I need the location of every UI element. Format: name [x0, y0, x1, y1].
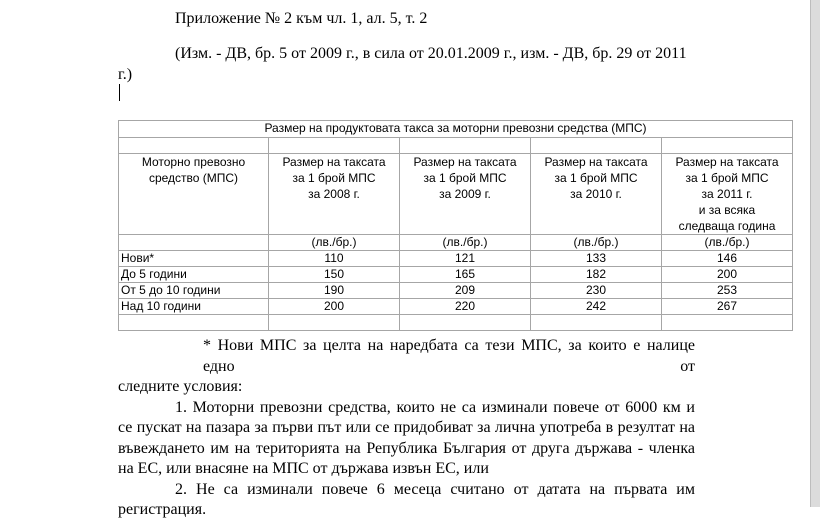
column-header-2011: Размер на таксата за 1 брой МПС за 2011 г. и за всяка следваща година	[662, 154, 793, 235]
table-cell: 253	[662, 283, 793, 299]
unit-cell	[119, 235, 269, 251]
amendment-note-line1: (Изм. - ДВ, бр. 5 от 2009 г., в сила от 20.01.2009 г., изм. - ДВ, бр. 29 от 2011	[175, 45, 687, 62]
text-cursor	[119, 84, 120, 101]
table-cell: 242	[531, 299, 662, 315]
footnote-intro-line2: следните условия:	[118, 378, 243, 395]
unit-cell: (лв./бр.)	[662, 235, 793, 251]
condition-1-line3: въвеждането им на територията на Република България от друга държава - членка	[118, 439, 695, 457]
table-cell: 133	[531, 251, 662, 267]
column-header-2008: Размер на таксата за 1 брой МПС за 2008 г.	[269, 154, 400, 235]
footnote-block	[118, 336, 695, 521]
table-unit-row	[119, 235, 793, 251]
table-cell: 110	[269, 251, 400, 267]
condition-2-line1: 2. Не са изминали повече 6 месеца считано от датата на първата им	[175, 480, 695, 498]
row-label: Над 10 години	[119, 299, 269, 315]
table-cell: 146	[662, 251, 793, 267]
appendix-heading: Приложение № 2 към чл. 1, ал. 5, т. 2	[175, 10, 428, 27]
table-cell: 121	[400, 251, 531, 267]
table-cell: 267	[662, 299, 793, 315]
column-header-2010: Размер на таксата за 1 брой МПС за 2010 г.	[531, 154, 662, 235]
row-label: До 5 години	[119, 267, 269, 283]
unit-cell: (лв./бр.)	[400, 235, 531, 251]
table-spacer-row	[119, 138, 793, 154]
table-title: Размер на продуктовата такса за моторни превозни средства (МПС)	[119, 121, 793, 138]
table-cell: 209	[400, 283, 531, 299]
table-row	[119, 283, 793, 299]
condition-1-line1: 1. Моторни превозни средства, които не са изминали повече от 6000 км и	[175, 398, 695, 416]
table-header-row	[119, 154, 793, 235]
table-cell: 220	[400, 299, 531, 315]
amendment-note-line2: г.)	[118, 66, 133, 83]
table-empty-row	[119, 315, 793, 331]
table-title-row	[119, 121, 793, 138]
window-edge	[810, 0, 820, 507]
unit-cell: (лв./бр.)	[269, 235, 400, 251]
table-cell: 150	[269, 267, 400, 283]
condition-1-line4: на ЕС, или внасяне на МПС от държава извън ЕС, или	[118, 460, 489, 477]
table-cell: 165	[400, 267, 531, 283]
table-cell: 230	[531, 283, 662, 299]
unit-cell: (лв./бр.)	[531, 235, 662, 251]
table-row	[119, 267, 793, 283]
product-fee-table	[118, 120, 793, 331]
row-label: Нови*	[119, 251, 269, 267]
condition-2-line2: регистрация.	[118, 501, 207, 518]
row-label: От 5 до 10 години	[119, 283, 269, 299]
table-cell: 190	[269, 283, 400, 299]
condition-1-line2: се пускат на пазара за първи път или се придобиват за лична употреба в резултат на	[118, 419, 695, 436]
column-header-vehicle: Моторно превозно средство (МПС)	[119, 154, 269, 235]
table-cell: 200	[269, 299, 400, 315]
footnote-intro-line1: * Нови МПС за целта на наредбата са тези МПС, за които е налице едно от	[203, 337, 695, 375]
table-row	[119, 251, 793, 267]
column-header-2009: Размер на таксата за 1 брой МПС за 2009 г.	[400, 154, 531, 235]
table-row	[119, 299, 793, 315]
table-cell: 182	[531, 267, 662, 283]
table-cell: 200	[662, 267, 793, 283]
